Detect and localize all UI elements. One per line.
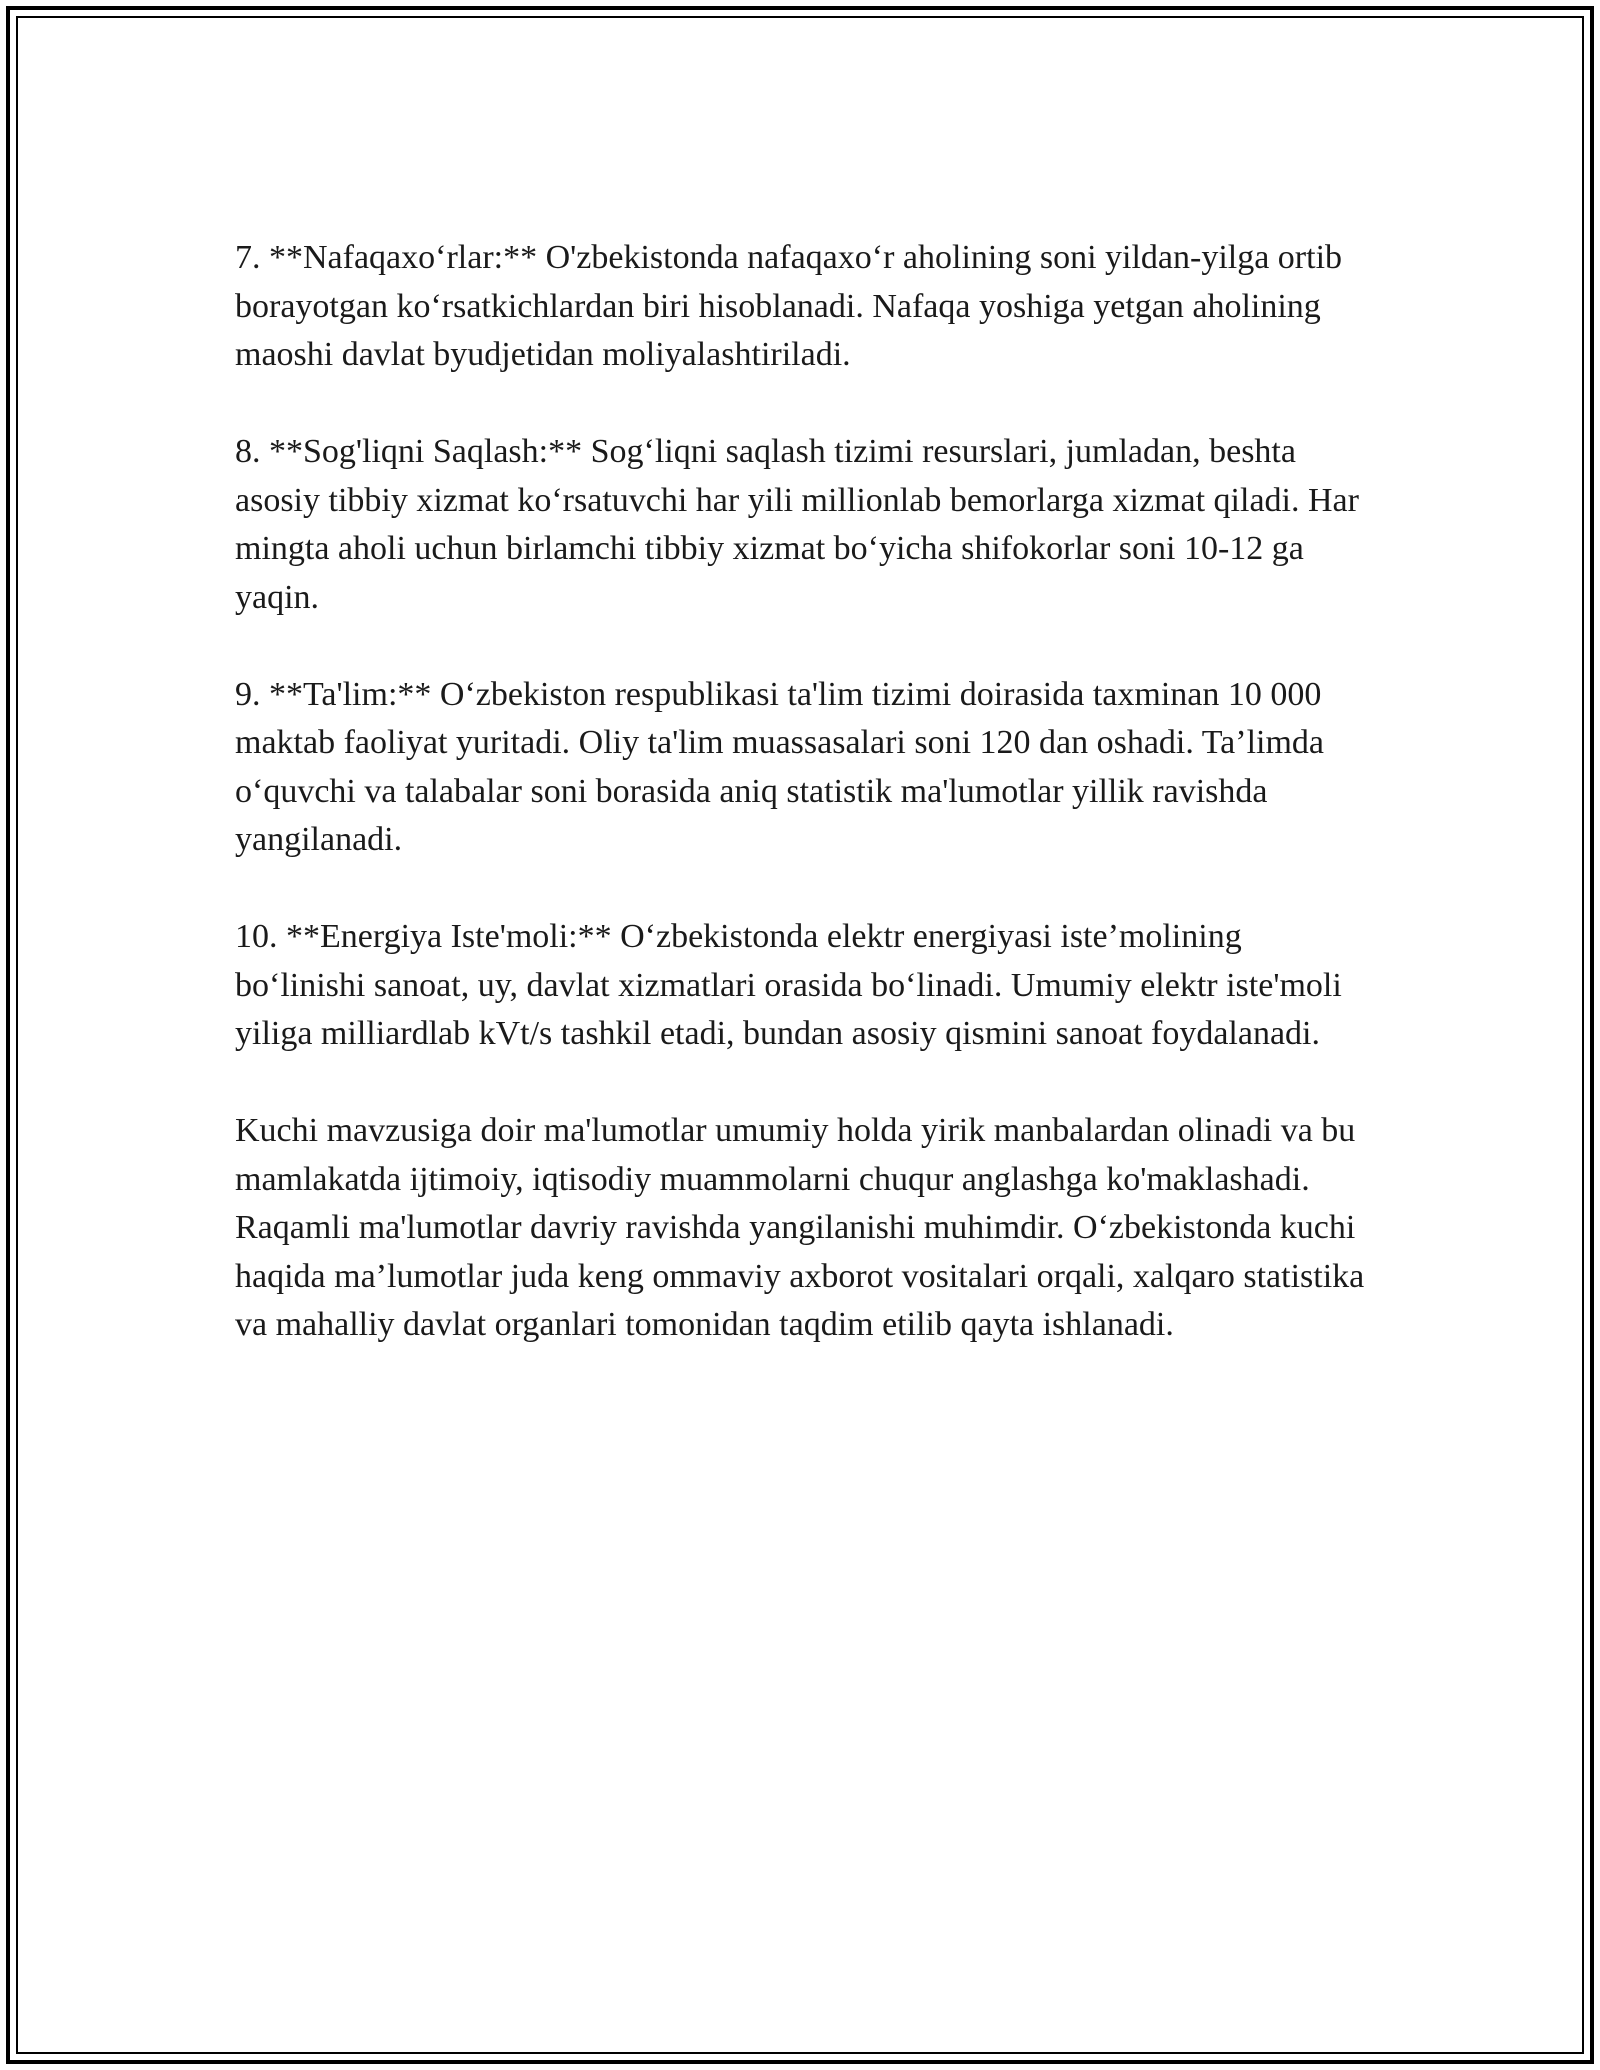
document-body bbox=[235, 234, 1370, 1350]
paragraph-healthcare: 8. **Sog'liqni Saqlash:** Sog‘liqni saqlash tizimi resurslari, jumladan, beshta asosiy tibbiy xizmat ko‘rsatuvchi har yili millionlab bemorlarga xizmat qiladi. Har mingta aholi uchun birlamchi tibbiy xizmat bo‘yicha shifokorlar soni 10-12 ga yaqin. bbox=[235, 433, 1359, 616]
paragraph-conclusion: Kuchi mavzusiga doir ma'lumotlar umumiy holda yirik manbalardan olinadi va bu mamlakatda ijtimoiy, iqtisodiy muammolarni chuqur anglashga ko'maklashadi. Raqamli ma'lumotlar davriy ravishda yangilanishi muhimdir. O‘zbekistonda kuchi haqida ma’lumotlar juda keng ommaviy axborot vositalari orqali, xalqaro statistika va mahalliy davlat organlari tomonidan taqdim etilib qayta ishlanadi. bbox=[235, 1112, 1365, 1343]
paragraph-education: 9. **Ta'lim:** O‘zbekiston respublikasi ta'lim tizimi doirasida taxminan 10 000 maktab faoliyat yuritadi. Oliy ta'lim muassasalari soni 120 dan oshadi. Ta’limda o‘quvchi va talabalar soni borasida aniq statistik ma'lumotlar yillik ravishda yangilanadi. bbox=[235, 675, 1324, 858]
paragraph-energy: 10. **Energiya Iste'moli:** O‘zbekistonda elektr energiyasi iste’molining bo‘linishi sanoat, uy, davlat xizmatlari orasida bo‘linadi. Umumiy elektr iste'moli yiliga milliardlab kVt/s tashkil etadi, bundan asosiy qismini sanoat foydalanadi. bbox=[235, 918, 1342, 1052]
paragraph-pensioners: 7. **Nafaqaxo‘rlar:** O'zbekistonda nafaqaxo‘r aholining soni yildan-yilga ortib borayotgan ko‘rsatkichlardan biri hisoblanadi. Nafaqa yoshiga yetgan aholining maoshi davlat byudjetidan moliyalashtiriladi. bbox=[235, 239, 1343, 373]
